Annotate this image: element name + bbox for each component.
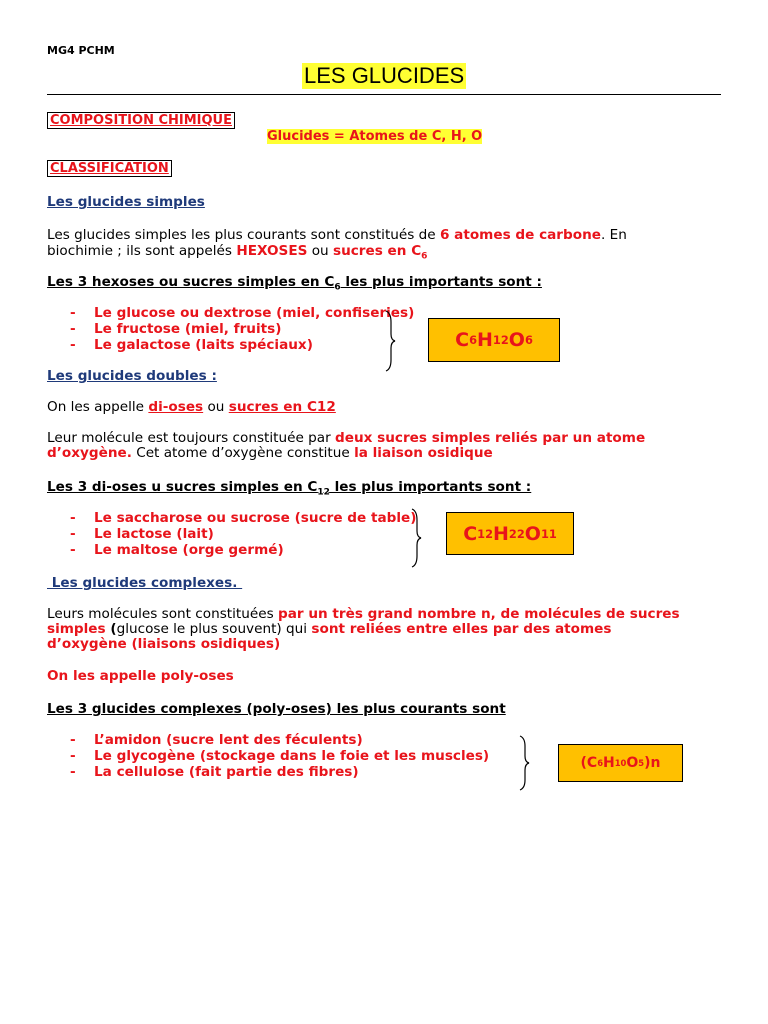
list-item: - La cellulose (fait partie des fibres) bbox=[70, 764, 359, 780]
doubles-list bbox=[47, 510, 416, 558]
complexes-heading: Les glucides complexes. bbox=[47, 575, 243, 591]
composition-formula: Glucides = Atomes de C, H, O bbox=[267, 129, 483, 144]
page-title: LES GLUCIDES bbox=[304, 63, 465, 88]
title-rule bbox=[47, 94, 721, 95]
simples-list bbox=[47, 305, 414, 353]
list-item: - Le saccharose ou sucrose (sucre de table) bbox=[70, 510, 417, 526]
doubles-paragraph-line1: Leur molécule est toujours constituée par deux sucres simples reliés par un atome bbox=[47, 430, 646, 446]
polyoses-statement: On les appelle poly-oses bbox=[47, 668, 234, 684]
simples-paragraph-line1: Les glucides simples les plus courants sont constitués de 6 atomes de carbone. En bbox=[47, 227, 627, 243]
list-item: - Le glucose ou dextrose (miel, confiseries) bbox=[70, 305, 415, 321]
list-item: - Le maltose (orge germé) bbox=[70, 542, 284, 558]
complexes-paragraph-line1: Leurs molécules sont constituées par un très grand nombre n, de molécules de sucres bbox=[47, 606, 680, 622]
doubles-list-heading: Les 3 di-oses u sucres simples en $C_{12}$ les plus importants sont : bbox=[47, 479, 532, 498]
list-item: - Le galactose (laits spéciaux) bbox=[70, 337, 313, 353]
diose-formula-box: C 12 H 22 O 11 bbox=[446, 512, 574, 555]
list-item: - Le fructose (miel, fruits) bbox=[70, 321, 282, 337]
course-code: MG4 PCHM bbox=[47, 44, 115, 57]
classification-label: CLASSIFICATION bbox=[47, 160, 172, 177]
composition-label: COMPOSITION CHIMIQUE bbox=[47, 112, 235, 129]
curly-brace-icon bbox=[516, 735, 532, 791]
doubles-paragraph-line2: d’oxygène. Cet atome d’oxygène constitue la liaison osidique bbox=[47, 445, 493, 461]
curly-brace-icon bbox=[408, 508, 424, 568]
simples-heading: Les glucides simples bbox=[47, 194, 205, 210]
complexes-list bbox=[47, 732, 489, 780]
hexose-formula-box: C 6 H 12 O 6 bbox=[428, 318, 560, 362]
list-item: - Le lactose (lait) bbox=[70, 526, 214, 542]
complexes-paragraph-line2: simples (glucose le plus souvent) qui sont reliées entre elles par des atomes bbox=[47, 621, 612, 637]
doubles-line1: On les appelle di-oses ou sucres en C12 bbox=[47, 399, 336, 415]
simples-paragraph-line2: biochimie ; ils sont appelés HEXOSES ou sucres en $C_6$ bbox=[47, 243, 428, 262]
list-item: - Le glycogène (stockage dans le foie et les muscles) bbox=[70, 748, 490, 764]
simples-list-heading: Les 3 hexoses ou sucres simples en $C_6$ les plus importants sont : bbox=[47, 274, 542, 293]
doubles-heading: Les glucides doubles : bbox=[47, 368, 217, 384]
curly-brace-icon bbox=[382, 310, 398, 372]
complexes-paragraph-line3: d’oxygène (liaisons osidiques) bbox=[47, 636, 281, 652]
list-item: - L’amidon (sucre lent des féculents) bbox=[70, 732, 363, 748]
polyose-formula-box: (C 6 H 10 O 5 )n bbox=[558, 744, 683, 782]
complexes-list-heading: Les 3 glucides complexes (poly-oses) les plus courants sont bbox=[47, 701, 506, 717]
